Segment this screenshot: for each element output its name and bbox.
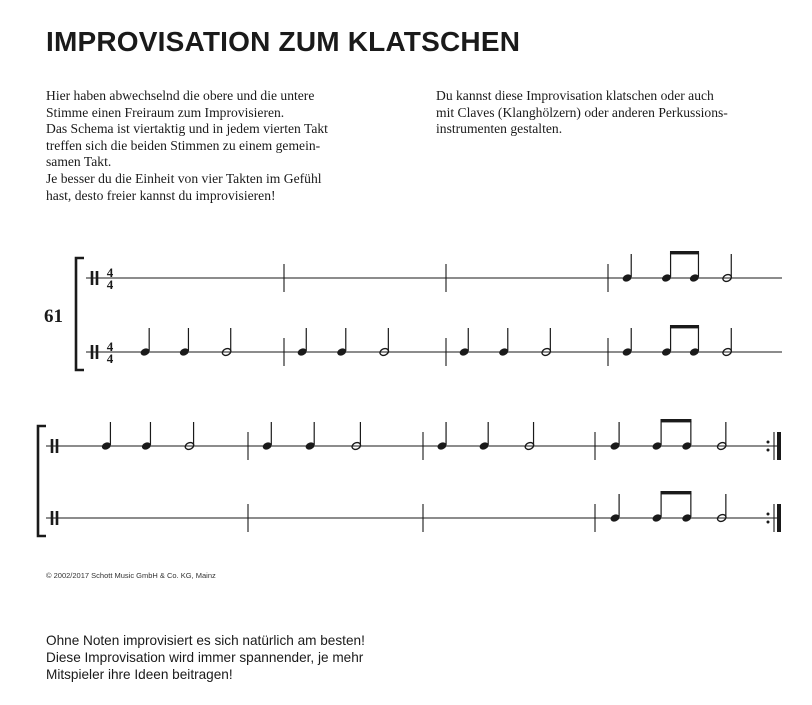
closing-line: Mitspieler ihre Ideen beitragen! [46,667,233,682]
system-bracket [38,426,46,536]
repeat-dot [767,513,770,516]
closing-text [46,632,546,683]
system-bracket [76,258,84,370]
intro-right-line: Du kannst diese Improvisation klatschen oder auch [436,88,714,103]
eighth-beam [661,419,692,422]
intro-left-line: Je besser du die Einheit von vier Takten im Gefühl [46,170,322,186]
repeat-dot [767,521,770,524]
time-signature-denominator: 4 [106,277,114,292]
time-signature-numerator: 4 [106,339,114,354]
time-signature-denominator: 4 [106,351,114,366]
intro-left-line: hast, desto freier kannst du improvisieren! [46,187,276,203]
eighth-beam [661,491,692,494]
copyright-note: © 2002/2017 Schott Music GmbH & Co. KG, Mainz [46,571,216,580]
intro-left-line: Das Schema ist viertaktig und in jedem vierten Takt [46,121,328,137]
intro-left-line: treffen sich die beiden Stimmen zu einem gemein- [46,137,321,153]
repeat-dot [767,441,770,444]
eighth-beam [670,251,699,254]
repeat-dot [767,449,770,452]
intro-left-line: Stimme einen Freiraum zum Improvisieren. [46,104,285,120]
closing-line: Ohne Noten improvisiert es sich natürlich am besten! [46,633,365,648]
intro-right-line: mit Claves (Klanghölzern) oder anderen Perkussions- [436,104,728,120]
intro-left-line: samen Takt. [46,154,112,170]
closing-line: Diese Improvisation wird immer spannender, je mehr [46,650,364,665]
final-barline-thick [777,432,781,460]
time-signature-numerator: 4 [106,265,114,280]
intro-left-line: Hier haben abwechselnd die obere und die untere [46,88,315,103]
measure-number: 61 [44,306,63,327]
page-title: IMPROVISATION ZUM KLATSCHEN [46,26,521,57]
intro-right-line: instrumenten gestalten. [436,121,563,137]
final-barline-thick [777,504,781,532]
eighth-beam [670,325,699,328]
score-layer [38,251,782,536]
